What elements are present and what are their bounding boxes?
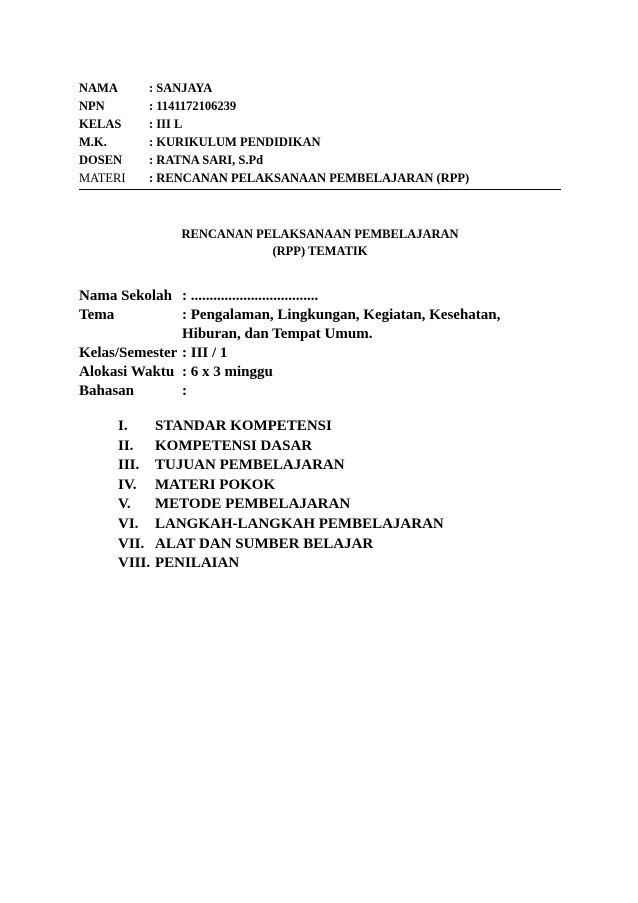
outline-number: II. <box>118 437 134 454</box>
outline-number: III. <box>118 457 140 474</box>
list-item <box>118 495 444 515</box>
list-item <box>118 515 444 535</box>
header-divider <box>79 189 561 190</box>
identity-row-bahasan <box>79 382 542 401</box>
identity-label: Tema <box>79 307 115 323</box>
identity-value: : Pengalaman, Lingkungan, Kegiatan, Kesehatan, Hiburan, dan Tempat Umum. <box>182 307 501 342</box>
info-label: KELAS <box>79 117 122 131</box>
identity-value: : <box>182 383 187 399</box>
list-item <box>118 554 444 574</box>
identity-value: : .................................. <box>182 288 319 304</box>
document-subtitle: (RPP) TEMATIK <box>272 244 368 258</box>
info-label: NAMA <box>79 81 118 95</box>
outline-text: MATERI POKOK <box>155 476 276 493</box>
list-item <box>118 476 444 496</box>
identity-value: : III / 1 <box>182 345 228 361</box>
outline-text: STANDAR KOMPETENSI <box>155 418 332 434</box>
list-item <box>118 535 444 555</box>
outline-number: V. <box>118 496 131 513</box>
info-value: : SANJAYA <box>149 81 213 95</box>
outline-number: VII. <box>118 535 145 552</box>
outline-list <box>118 417 444 574</box>
identity-value: : 6 x 3 minggu <box>182 364 273 380</box>
outline-text: ALAT DAN SUMBER BELAJAR <box>155 535 374 552</box>
info-row-mk <box>79 133 469 151</box>
info-row-dosen <box>79 151 469 169</box>
outline-text: PENILAIAN <box>155 555 240 572</box>
outline-text: TUJUAN PEMBELAJARAN <box>155 457 345 474</box>
identity-block <box>79 287 542 401</box>
outline-number: IV. <box>118 476 137 493</box>
info-value: : RATNA SARI, S.Pd <box>149 153 264 167</box>
outline-text: LANGKAH-LANGKAH PEMBELAJARAN <box>155 515 444 532</box>
identity-row-nama-sekolah <box>79 287 542 306</box>
info-value: : KURIKULUM PENDIDIKAN <box>149 135 321 149</box>
info-value: : III L <box>149 117 183 131</box>
identity-row-tema <box>79 306 542 344</box>
info-label: NPN <box>79 99 105 113</box>
identity-row-kelas-semester <box>79 344 542 363</box>
outline-number: VI. <box>118 515 139 532</box>
info-row-nama <box>79 79 469 97</box>
info-row-npn <box>79 97 469 115</box>
list-item <box>118 417 444 437</box>
outline-text: METODE PEMBELAJARAN <box>155 496 351 513</box>
outline-text: KOMPETENSI DASAR <box>155 437 313 454</box>
outline-number: I. <box>118 418 128 434</box>
info-value: : RENCANAN PELAKSANAAN PEMBELAJARAN (RPP) <box>149 171 470 185</box>
list-item <box>118 456 444 476</box>
identity-label: Bahasan <box>79 383 135 399</box>
info-row-materi <box>79 169 469 187</box>
outline-number: VIII. <box>118 555 151 572</box>
info-label: MATERI <box>79 171 126 185</box>
info-value: : 1141172106239 <box>149 99 237 113</box>
identity-label: Kelas/Semester <box>79 345 178 361</box>
document-title: RENCANAN PELAKSANAAN PEMBELAJARAN <box>181 227 459 241</box>
info-label: M.K. <box>79 135 107 149</box>
student-info <box>79 79 469 187</box>
identity-row-alokasi-waktu <box>79 363 542 382</box>
info-label: DOSEN <box>79 153 123 167</box>
list-item <box>118 437 444 457</box>
identity-label: Alokasi Waktu <box>79 364 175 380</box>
identity-label: Nama Sekolah <box>79 288 172 304</box>
info-row-kelas <box>79 115 469 133</box>
